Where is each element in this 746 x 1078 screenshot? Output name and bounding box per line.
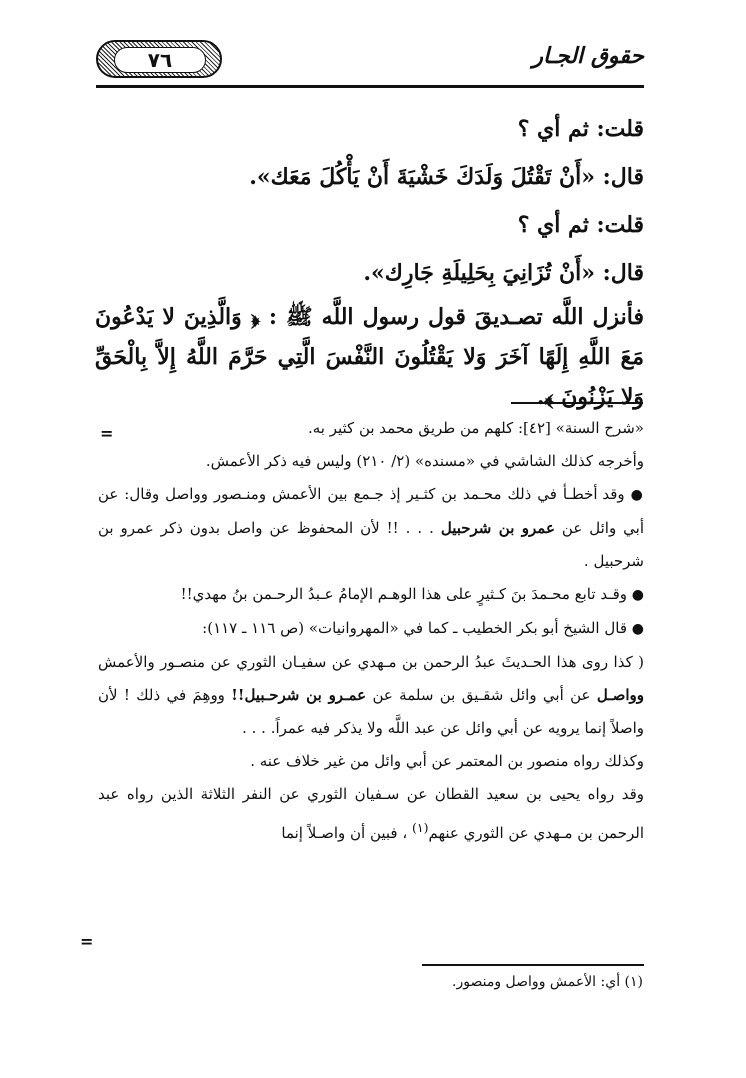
text-line: قلت: ثم أي ؟ (517, 116, 644, 142)
text-line: قلت: ثم أي ؟ (517, 212, 644, 238)
footnote-rule (422, 964, 644, 966)
running-title: حقوق الجـار (532, 44, 644, 69)
page-number-badge (96, 40, 222, 78)
note-paragraph: وقد رواه يحيى بن سعيد القطان عن سـفيان الثوري عن النفر الثلاثة الذين رواه عبد الرحمن بن مـهدي عن الثوري عنهم$^{(١)}$ ، فبين أن واصـلاً إنما (98, 785, 644, 842)
note-paragraph: «شرح السنة» [٤٢]: كلهم من طريق محمد بن كثير به. (307, 419, 644, 437)
text-paragraph: فأنزل اللَّه تصـديقَ قول رسول اللَّه ﷺ : ﴿ وَالَّذِينَ لا يَدْعُونَ مَعَ اللَّهِ إِلَهًا آخَرَ وَلا يَقْتُلُونَ النَّفْسَ الَّتِي حَرَّمَ اللَّهُ إِلاَّ بِالْحَقِّ وَلا يَزْنُونَ ﴾. (95, 304, 644, 410)
bullet-icon: ● (630, 487, 644, 503)
note-paragraph: ● وقد أخطـأ في ذلك محـمد بن كثـير إذ جـمع بين الأعمش ومنـصور وواصل وقال: عن أبي وائل عن عمرو بن شرحبيل . . . !! لأن المحفوظ عن واصل بدون ذكر عمرو بن شرحبيل . (98, 485, 644, 570)
note-paragraph: وكذلك رواه منصور بن المعتمر عن أبي وائل من غير خلاف عنه . (250, 752, 644, 770)
bullet-icon: ● (631, 621, 644, 637)
note-paragraph: ● وقـد تابع محـمدَ بنَ كـثيرٍ على هذا الوهـم الإمامُ عـبدُ الرحـمن بنُ مهدي!! (180, 585, 644, 603)
note-paragraph: وأخرجه كذلك الشاشي في «مسنده» (٢/ ٢١٠) وليس فيه ذكر الأعمش. (205, 452, 644, 470)
bullet-icon: ● (631, 587, 644, 603)
highlighted-name: وواصـل (596, 686, 644, 704)
continuation-mark-end: = (80, 932, 94, 951)
text-line: قال: «أَنْ تَقْتُلَ وَلَدَكَ خَشْيَةَ أَنْ يَأْكُلَ مَعَك». (249, 164, 644, 190)
page-number: ٧٦ (114, 47, 206, 73)
text-line: قال: «أَنْ تُزَانِيَ بِحَلِيلَةِ جَارِك». (363, 260, 644, 286)
highlighted-name: عمـرو بن شرحـبيل!! (231, 686, 367, 704)
highlighted-name: عمرو بن شرحبيل (440, 519, 555, 537)
page-header (96, 40, 644, 98)
continuation-mark: = (100, 424, 114, 443)
header-rule (96, 85, 644, 88)
main-text (95, 105, 644, 417)
footnote-ref: (١) (411, 820, 429, 835)
notes-divider (511, 402, 643, 404)
quote-paragraph: ( كذا روى هذا الحـديثَ عبدُ الرحمن بن مـهدي عن سفيـان الثوري عن منصـور والأعمش وواصـل عن أبي وائل شقـيق بن سلمة عن عمـرو بن شرحـبيل!! ووهِمَ في ذلك ! لأن واصلاً إنما يرويه عن أبي وائل عن عبد اللَّه ولا يذكر فيه عمراً. . . . (98, 653, 644, 737)
notes-block (98, 412, 644, 850)
footnote: (١) أي: الأعمش وواصل ومنصور. (452, 974, 643, 990)
note-paragraph: ● قال الشيخ أبو بكر الخطيب ـ كما في «المهروانيات» (ص ١١٦ ـ ١١٧): (202, 619, 644, 637)
